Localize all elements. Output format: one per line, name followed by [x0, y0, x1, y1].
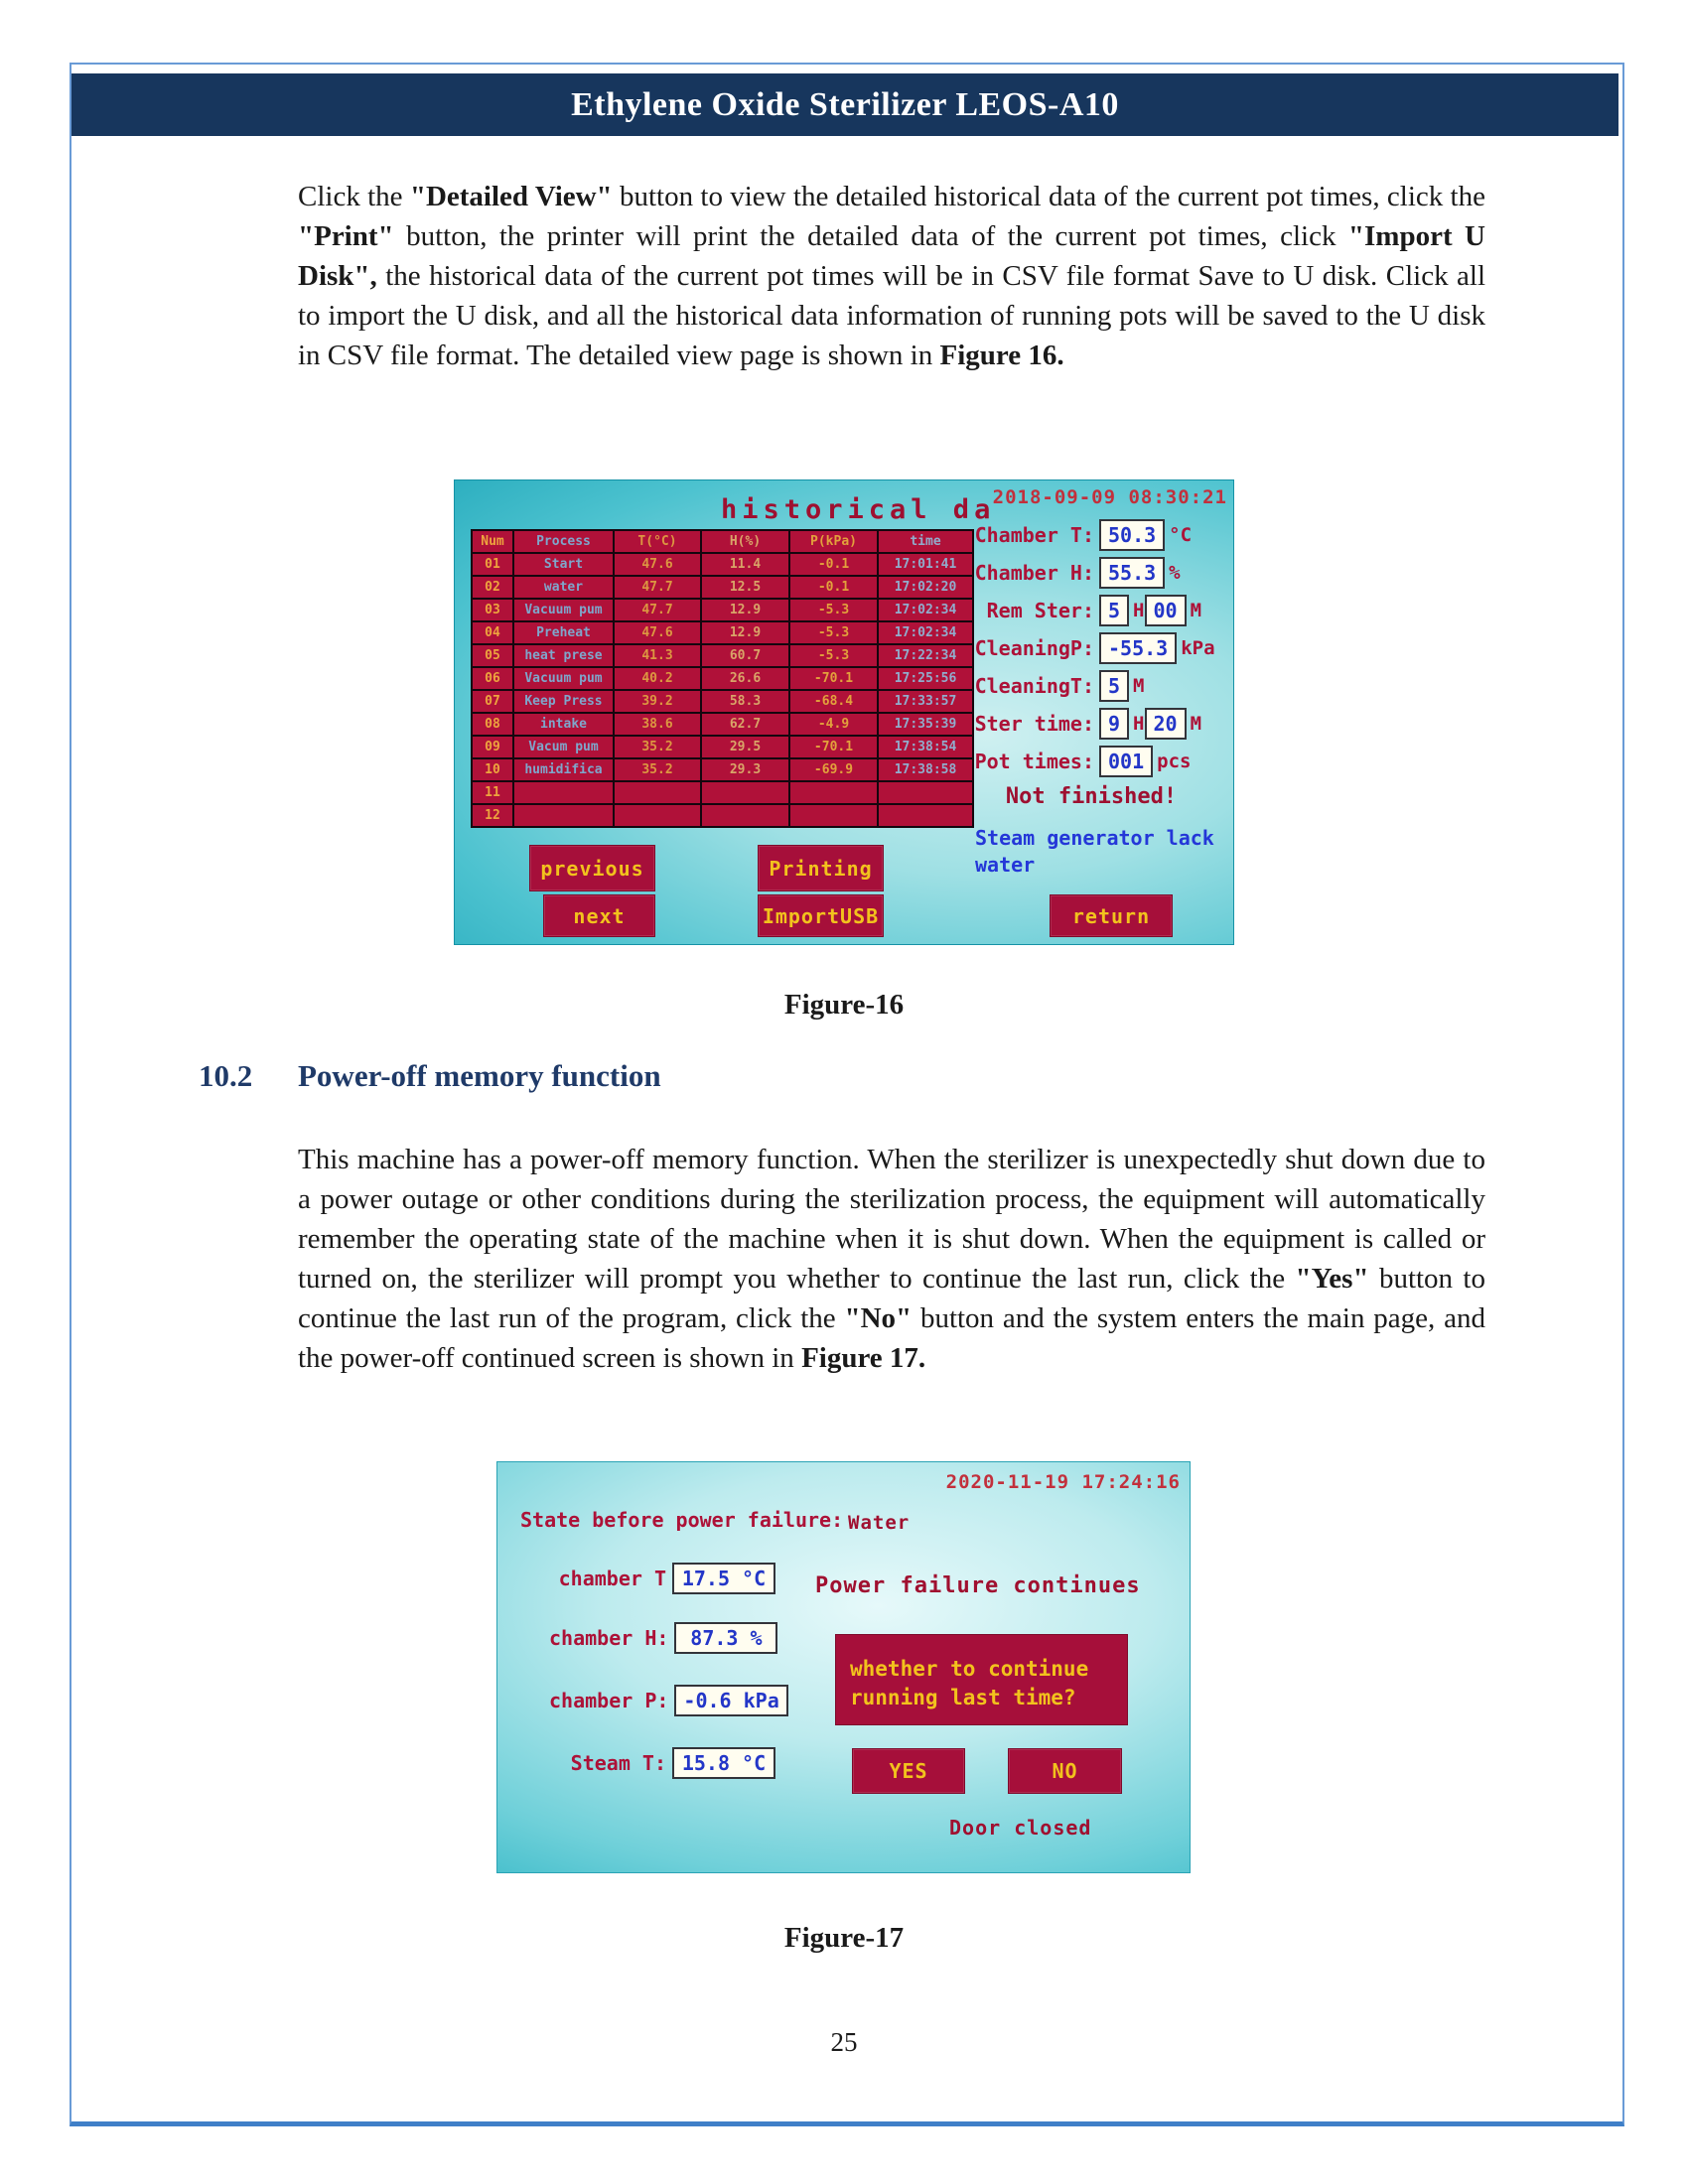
table-row	[472, 758, 973, 781]
table-cell: 06	[472, 667, 513, 690]
steam-t-row	[549, 1747, 775, 1779]
column-header: time	[878, 530, 973, 553]
table-cell	[614, 781, 701, 804]
table-cell: Vacuum pum	[513, 599, 614, 621]
door-status: Door closed	[949, 1816, 1092, 1840]
field-label: Pot times:	[974, 749, 1094, 773]
field-unit: pcs	[1157, 750, 1192, 772]
table-cell: 47.7	[614, 599, 701, 621]
table-cell: -68.4	[789, 690, 878, 713]
table-cell: -0.1	[789, 553, 878, 576]
power-failure-continues-label: Power failure continues	[815, 1573, 1141, 1598]
table-cell: 12.5	[701, 576, 789, 599]
table-cell: -5.3	[789, 621, 878, 644]
table-cell: 60.7	[701, 644, 789, 667]
field-unit: H	[1133, 712, 1145, 735]
table-cell: -5.3	[789, 599, 878, 621]
table-row	[472, 781, 973, 804]
section-number: 10.2	[199, 1058, 253, 1093]
table-cell: 12.9	[701, 599, 789, 621]
table-cell: 29.5	[701, 736, 789, 758]
table-cell	[701, 804, 789, 827]
table-cell: 17:22:34	[878, 644, 973, 667]
table-cell: 40.2	[614, 667, 701, 690]
previous-button[interactable]: previous	[529, 845, 655, 891]
hmi-timestamp: 2018-09-09 08:30:21	[992, 486, 1227, 508]
panel-field-row	[949, 671, 1233, 700]
not-finished-status: Not finished!	[1005, 784, 1178, 809]
table-cell: -4.9	[789, 713, 878, 736]
field-label: Chamber H:	[974, 560, 1094, 585]
table-cell: 47.6	[614, 621, 701, 644]
figure17-caption: Figure-17	[783, 1922, 905, 1954]
steam-generator-alert: Steam generator lack water	[975, 826, 1214, 877]
table-cell	[614, 804, 701, 827]
table-cell	[701, 781, 789, 804]
paragraph-detailed-view: Click the "Detailed View" button to view the detailed historical data of the current pot times, click the "Print" button, the printer will print the detailed data of the current pot times, click "Import U Disk", the historical data of the current pot times will be in CSV file format Save to U disk. Click all to import the U disk, and all the historical data information of running pots will be saved to the U disk in CSV file format. The detailed view page is shown in Figure 16.	[298, 181, 1485, 371]
yes-button[interactable]: YES	[852, 1748, 965, 1794]
section-title: Power-off memory function	[298, 1058, 661, 1093]
field-unit: M	[1133, 674, 1145, 697]
table-cell: heat prese	[513, 644, 614, 667]
return-button[interactable]: return	[1050, 894, 1173, 937]
continue-prompt-panel	[835, 1634, 1128, 1725]
steam-t-label: Steam T:	[570, 1751, 666, 1775]
table-cell: 58.3	[701, 690, 789, 713]
hmi-screen-title: historical da	[721, 494, 996, 525]
chamber-h-value: 87.3 %	[674, 1622, 777, 1654]
table-row	[472, 667, 973, 690]
table-cell: Vacum pum	[513, 736, 614, 758]
table-cell: 41.3	[614, 644, 701, 667]
table-cell: 17:33:57	[878, 690, 973, 713]
table-row	[472, 736, 973, 758]
field-unit: H	[1133, 599, 1145, 621]
table-cell: 17:38:58	[878, 758, 973, 781]
field-value: 001	[1099, 746, 1153, 777]
table-cell: 17:02:34	[878, 599, 973, 621]
table-row	[472, 599, 973, 621]
table-cell: 17:02:20	[878, 576, 973, 599]
table-cell: -70.1	[789, 736, 878, 758]
table-cell: 10	[472, 758, 513, 781]
table-cell: 01	[472, 553, 513, 576]
table-cell: 26.6	[701, 667, 789, 690]
table-cell: 12.9	[701, 621, 789, 644]
table-cell: 11	[472, 781, 513, 804]
continue-prompt-line2: running last time?	[850, 1686, 1076, 1709]
table-cell: 17:38:54	[878, 736, 973, 758]
status-panel	[949, 520, 1233, 879]
table-row	[472, 713, 973, 736]
chamber-t-label: chamber T	[558, 1567, 666, 1590]
table-cell	[513, 804, 614, 827]
field-unit: °C	[1169, 523, 1193, 546]
column-header: P(kPa)	[789, 530, 878, 553]
history-table-header-row	[472, 530, 973, 553]
table-cell: 35.2	[614, 736, 701, 758]
table-row	[472, 576, 973, 599]
table-cell: Start	[513, 553, 614, 576]
paragraph-power-off-memory: This machine has a power-off memory function. When the sterilizer is unexpectedly shut down due to a power outage or other conditions during the sterilization process, the equipment will automatically remember the operating state of the machine when it is shut down. When the equipment is called or turned on, the sterilizer will prompt you whether to continue the last run, click the "Yes" button to continue the last run of the program, click the "No" button and the system enters the main page, and the power-off continued screen is shown in Figure 17.	[298, 1144, 1485, 1374]
figure16-hmi-screenshot	[454, 479, 1234, 945]
chamber-p-value: -0.6 kPa	[674, 1685, 787, 1716]
field-value: 20	[1145, 708, 1187, 740]
table-cell: -69.9	[789, 758, 878, 781]
field-value: 50.3	[1099, 519, 1165, 551]
field-value: -55.3	[1099, 632, 1177, 664]
chamber-h-label: chamber H:	[549, 1626, 669, 1650]
printing-button[interactable]: Printing	[758, 845, 884, 891]
table-cell: -70.1	[789, 667, 878, 690]
field-unit: %	[1169, 561, 1181, 584]
table-cell: -5.3	[789, 644, 878, 667]
field-unit: kPa	[1181, 636, 1215, 659]
table-cell: Vacuum pum	[513, 667, 614, 690]
page-header-bar	[71, 73, 1618, 136]
table-cell: 12	[472, 804, 513, 827]
column-header: H(%)	[701, 530, 789, 553]
table-cell: 38.6	[614, 713, 701, 736]
table-row	[472, 553, 973, 576]
field-label: Chamber T:	[974, 522, 1094, 547]
field-label: CleaningP:	[974, 635, 1094, 660]
field-value: 00	[1145, 595, 1187, 626]
chamber-t-value: 17.5 °C	[672, 1563, 775, 1594]
table-cell	[789, 804, 878, 827]
panel-field-row	[949, 520, 1233, 549]
table-cell: water	[513, 576, 614, 599]
table-cell	[789, 781, 878, 804]
table-cell: Keep Press	[513, 690, 614, 713]
chamber-p-row	[549, 1685, 788, 1716]
table-row	[472, 804, 973, 827]
panel-field-row	[949, 558, 1233, 587]
panel-field-row	[949, 709, 1233, 738]
table-cell: intake	[513, 713, 614, 736]
field-unit: M	[1190, 599, 1202, 621]
next-button[interactable]: next	[543, 894, 655, 937]
field-value: 55.3	[1099, 557, 1165, 589]
field-label: Ster time:	[974, 711, 1094, 736]
column-header: T(°C)	[614, 530, 701, 553]
table-cell: 02	[472, 576, 513, 599]
state-before-failure-label: State before power failure:	[520, 1508, 844, 1532]
table-cell: 35.2	[614, 758, 701, 781]
table-cell: 07	[472, 690, 513, 713]
table-cell: Preheat	[513, 621, 614, 644]
figure17-hmi-screenshot	[496, 1461, 1191, 1873]
table-row	[472, 690, 973, 713]
table-row	[472, 644, 973, 667]
page-number: 25	[830, 2027, 858, 2057]
steam-t-value: 15.8 °C	[672, 1747, 775, 1779]
panel-field-row	[949, 596, 1233, 624]
figure16-caption: Figure-16	[783, 989, 905, 1021]
chamber-t-row	[549, 1563, 775, 1594]
column-header: Num	[472, 530, 513, 553]
table-cell	[513, 781, 614, 804]
table-cell: 05	[472, 644, 513, 667]
table-cell: 29.3	[701, 758, 789, 781]
table-cell: 03	[472, 599, 513, 621]
history-table	[471, 529, 974, 828]
table-cell: 17:35:39	[878, 713, 973, 736]
hmi-timestamp: 2020-11-19 17:24:16	[945, 1471, 1181, 1493]
field-value: 5	[1099, 670, 1129, 702]
import-usb-button[interactable]: ImportUSB	[758, 894, 884, 937]
table-cell: 17:01:41	[878, 553, 973, 576]
table-cell: 47.6	[614, 553, 701, 576]
field-unit: M	[1190, 712, 1202, 735]
field-label: CleaningT:	[974, 673, 1094, 698]
no-button[interactable]: NO	[1008, 1748, 1122, 1794]
page-title: Ethylene Oxide Sterilizer LEOS-A10	[571, 85, 1119, 123]
field-label: Rem Ster:	[986, 598, 1094, 622]
field-value: 5	[1099, 595, 1129, 626]
panel-field-row	[949, 633, 1233, 662]
panel-field-row	[949, 747, 1233, 775]
table-cell: 11.4	[701, 553, 789, 576]
table-cell: 62.7	[701, 713, 789, 736]
table-cell: -0.1	[789, 576, 878, 599]
chamber-p-label: chamber P:	[549, 1689, 669, 1712]
field-value: 9	[1099, 708, 1129, 740]
table-row	[472, 621, 973, 644]
table-cell: 39.2	[614, 690, 701, 713]
continue-prompt-line1: whether to continue	[850, 1657, 1089, 1681]
chamber-h-row	[549, 1622, 777, 1654]
table-cell: 47.7	[614, 576, 701, 599]
table-cell: humidifica	[513, 758, 614, 781]
table-cell: 17:02:34	[878, 621, 973, 644]
table-cell: 09	[472, 736, 513, 758]
table-cell: 04	[472, 621, 513, 644]
table-cell: 08	[472, 713, 513, 736]
state-before-failure-value: Water	[848, 1512, 911, 1534]
column-header: Process	[513, 530, 614, 553]
table-cell: 17:25:56	[878, 667, 973, 690]
